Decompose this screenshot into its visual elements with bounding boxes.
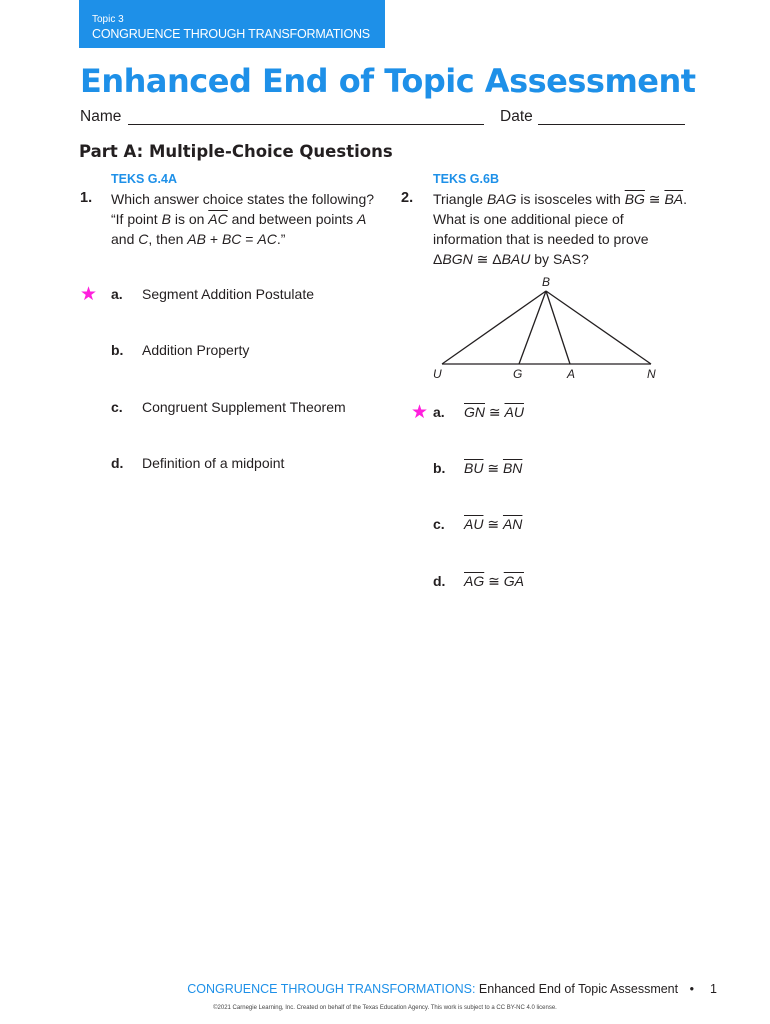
name-field[interactable] [128, 124, 484, 125]
q1-teks: TEKS G.4A [111, 172, 177, 186]
q2-number: 2. [401, 190, 414, 206]
footer-title: Enhanced End of Topic Assessment [475, 982, 679, 996]
correct-answer-star-icon: ★ [80, 284, 98, 305]
page-number: 1 [710, 982, 717, 996]
q1-choice-c-letter[interactable]: c. [111, 399, 123, 415]
topic-banner [79, 0, 385, 48]
q2-choice-d[interactable]: $\overline{AG}$ ≅ $\overline{GA}$ [464, 573, 524, 589]
triangle-diagram [425, 272, 665, 382]
q2-line-2: What is one additional piece of [433, 211, 624, 227]
q1-line-3: and C, then AB + BC = AC.” [111, 231, 286, 247]
q1-choice-a[interactable]: Segment Addition Postulate [142, 286, 315, 302]
q2-text [433, 189, 687, 269]
q2-choice-d-letter[interactable]: d. [433, 573, 446, 589]
q1-choice-a-letter[interactable]: a. [111, 286, 123, 302]
footer-separator: • [689, 982, 694, 996]
q2-line-4: ΔBGN ≅ ΔBAU by SAS? [433, 251, 589, 267]
segment-bg [519, 291, 546, 364]
topic-number: Topic 3 [92, 14, 124, 25]
page-title: Enhanced End of Topic Assessment [80, 62, 696, 100]
segment-ba [546, 291, 570, 364]
q2-choice-c-letter[interactable]: c. [433, 516, 445, 532]
q1-number: 1. [80, 190, 93, 206]
q2-choice-b[interactable]: $\overline{BU}$ ≅ $\overline{BN}$ [464, 460, 523, 476]
q1-choice-b[interactable]: Addition Property [142, 342, 250, 358]
segment-bu [442, 291, 546, 364]
q1-line-1: Which answer choice states the following? [111, 191, 375, 207]
q1-choice-d-letter[interactable]: d. [111, 455, 124, 471]
point-label-u: U [433, 367, 442, 381]
q2-choice-a[interactable]: $\overline{GN}$ ≅ $\overline{AU}$ [464, 404, 524, 420]
q2-choice-b-letter[interactable]: b. [433, 460, 446, 476]
point-label-a: A [567, 367, 576, 381]
point-label-b: B [542, 275, 551, 289]
q1-text [111, 189, 374, 249]
date-field[interactable] [538, 124, 685, 125]
q2-line-3: information that is needed to prove [433, 231, 649, 247]
q2-choice-c[interactable]: $\overline{AU}$ ≅ $\overline{AN}$ [464, 516, 523, 532]
correct-answer-star-icon: ★ [411, 402, 429, 423]
q2-teks: TEKS G.6B [433, 172, 499, 186]
topic-name: CONGRUENCE THROUGH TRANSFORMATIONS [92, 27, 370, 41]
q1-choice-b-letter[interactable]: b. [111, 342, 124, 358]
name-label: Name [80, 108, 122, 125]
part-heading: Part A: Multiple-Choice Questions [79, 142, 393, 161]
segment-bn [546, 291, 651, 364]
q2-choice-a-letter[interactable]: a. [433, 404, 445, 420]
footer-topic: CONGRUENCE THROUGH TRANSFORMATIONS: [187, 982, 476, 996]
q1-choice-c[interactable]: Congruent Supplement Theorem [142, 399, 346, 415]
copyright-notice: ©2021 Carnegie Learning, Inc. Created on behalf of the Texas Education Agency. This work is subject to a CC BY-NC 4.0 license. [213, 1005, 557, 1011]
q1-line-2: “If point B is on $\overline{AC}$ and between points A [111, 211, 367, 227]
q2-line-1: Triangle BAG is isosceles with $\overline{BG}$ ≅ $\overline{BA}$. [433, 191, 688, 207]
q1-choice-d[interactable]: Definition of a midpoint [142, 455, 285, 471]
date-label: Date [500, 108, 533, 125]
point-label-g: G [513, 367, 523, 381]
footer-text [187, 982, 694, 996]
point-label-n: N [647, 367, 656, 381]
